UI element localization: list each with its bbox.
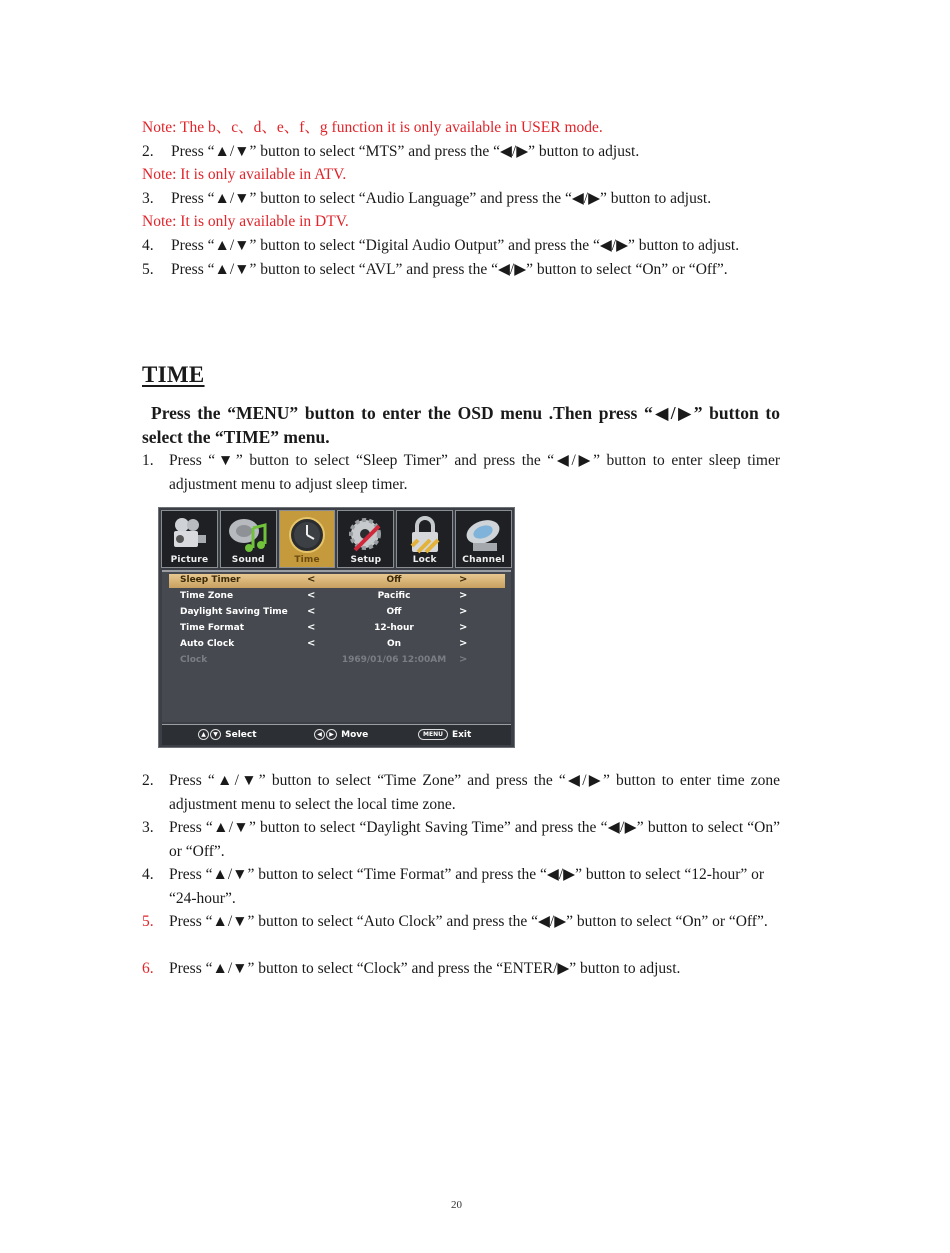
step-item [142, 910, 780, 934]
row-value: Pacific [377, 591, 411, 601]
hint-exit [418, 729, 471, 740]
left-arrow-icon[interactable]: < [307, 622, 316, 633]
satellite-dish-icon [463, 516, 505, 554]
list-number: 3. [142, 190, 154, 207]
step-number: 3. [142, 819, 154, 836]
up-button-icon: ▲ [198, 729, 209, 740]
tab-label: Setup [350, 555, 382, 565]
list-item-avl [142, 260, 728, 280]
list-text: Press “▲/▼” button to select “MTS” and press the “◀/▶” button to adjust. [171, 143, 640, 160]
right-arrow-icon[interactable]: > [459, 574, 468, 585]
row-label: Time Format [180, 623, 244, 633]
tab-label: Time [294, 555, 320, 565]
step-text: Press “▲/▼” button to select “Clock” and press the “ENTER/▶” button to adjust. [169, 960, 681, 977]
tab-setup[interactable] [337, 510, 394, 568]
step-text: Press “▲/▼” button to select “Time Zone” and press the “◀/▶” button to enter time zone adjustment menu to select the local time zone. [169, 772, 780, 813]
tab-label: Picture [170, 555, 209, 565]
camcorder-icon [168, 516, 210, 554]
tab-channel[interactable] [455, 510, 512, 568]
down-button-icon: ▼ [210, 729, 221, 740]
row-value: Off [386, 575, 402, 585]
hint-move [314, 729, 368, 740]
section-heading-time: TIME [142, 362, 205, 387]
hint-exit-label: Exit [451, 730, 472, 740]
tab-label: Lock [412, 555, 437, 565]
music-note-icon [227, 516, 269, 554]
step-text: Press “▲/▼” button to select “Daylight Saving Time” and press the “◀/▶” button to select “On” or “Off”. [169, 819, 780, 860]
step-item [142, 863, 780, 910]
row-value: 1969/01/06 12:00AM [341, 655, 447, 665]
osd-settings-panel [162, 570, 511, 722]
page-number: 20 [451, 1199, 462, 1211]
row-label: Sleep Timer [180, 575, 241, 585]
tab-picture[interactable] [161, 510, 218, 568]
osd-row-sleep-timer[interactable] [169, 574, 505, 588]
hint-select [198, 729, 257, 740]
tab-time[interactable] [279, 510, 336, 568]
hint-select-label: Select [225, 730, 257, 740]
tab-label: Channel [462, 555, 505, 565]
osd-row-time-zone[interactable] [169, 590, 505, 604]
list-item-audio-language [142, 189, 711, 209]
right-arrow-icon[interactable]: > [459, 622, 468, 633]
menu-key-icon: MENU [418, 729, 448, 740]
step-text: Press “▼” button to select “Sleep Timer” and press the “◀/▶” button to enter sleep timer adjustment menu to adjust sleep timer. [169, 452, 780, 493]
list-number: 5. [142, 261, 154, 278]
step-number: 6. [142, 960, 154, 977]
osd-row-auto-clock[interactable] [169, 638, 505, 652]
list-item-mts [142, 142, 639, 162]
list-number: 2. [142, 143, 154, 160]
list-number: 4. [142, 237, 154, 254]
row-value: 12-hour [374, 623, 414, 633]
step-number: 2. [142, 772, 154, 789]
list-text: Press “▲/▼” button to select “AVL” and press the “◀/▶” button to select “On” or “Off”. [171, 261, 728, 278]
note-dtv: Note: It is only available in DTV. [142, 213, 349, 230]
list-text: Press “▲/▼” button to select “Audio Language” and press the “◀/▶” button to adjust. [171, 190, 712, 207]
left-button-icon: ◀ [314, 729, 325, 740]
gear-icon [345, 516, 387, 554]
step-number: 5. [142, 913, 154, 930]
padlock-icon [404, 516, 446, 554]
step-item [142, 957, 780, 981]
row-label: Daylight Saving Time [180, 607, 288, 617]
step-text: Press “▲/▼” button to select “Auto Clock” and press the “◀/▶” button to select “On” or “Off”. [169, 913, 768, 930]
row-value: Off [386, 607, 402, 617]
tab-lock[interactable] [396, 510, 453, 568]
step-number: 1. [142, 452, 154, 469]
row-label: Auto Clock [180, 639, 235, 649]
osd-tab-bar [161, 510, 512, 570]
osd-row-time-format[interactable] [169, 622, 505, 636]
step-item [142, 769, 780, 816]
row-label: Time Zone [180, 591, 234, 601]
right-arrow-icon[interactable]: > [459, 606, 468, 617]
left-arrow-icon[interactable]: < [307, 638, 316, 649]
list-item-digital-audio [142, 236, 739, 256]
section-lead: Press the “MENU” button to enter the OSD menu .Then press “◀/▶” button to select the “TIME” menu. [142, 403, 780, 447]
hint-move-label: Move [341, 730, 369, 740]
step-number: 4. [142, 866, 154, 883]
tab-sound[interactable] [220, 510, 277, 568]
right-arrow-icon[interactable]: > [459, 590, 468, 601]
left-arrow-icon[interactable]: < [307, 606, 316, 617]
row-value: On [386, 639, 402, 649]
step-text: Press “▲/▼” button to select “Time Format” and press the “◀/▶” button to select “12-hour” or “24-hour”. [169, 866, 765, 907]
note-user-mode: Note: The b、c、d、e、f、g function it is only available in USER mode. [142, 119, 603, 136]
right-arrow-icon[interactable]: > [459, 638, 468, 649]
clock-icon [286, 516, 328, 554]
right-arrow-icon: > [459, 654, 468, 665]
tab-label: Sound [231, 555, 265, 565]
left-arrow-icon[interactable]: < [307, 590, 316, 601]
list-text: Press “▲/▼” button to select “Digital Audio Output” and press the “◀/▶” button to adjust. [171, 237, 740, 254]
osd-row-daylight-saving[interactable] [169, 606, 505, 620]
left-arrow-icon[interactable]: < [307, 574, 316, 585]
right-button-icon: ▶ [326, 729, 337, 740]
osd-row-clock [169, 654, 505, 668]
step-item [142, 816, 780, 863]
osd-menu-screenshot [158, 507, 515, 748]
row-label: Clock [180, 655, 208, 665]
step-item [142, 449, 780, 496]
note-atv: Note: It is only available in ATV. [142, 166, 347, 183]
osd-footer-hints [162, 724, 511, 745]
